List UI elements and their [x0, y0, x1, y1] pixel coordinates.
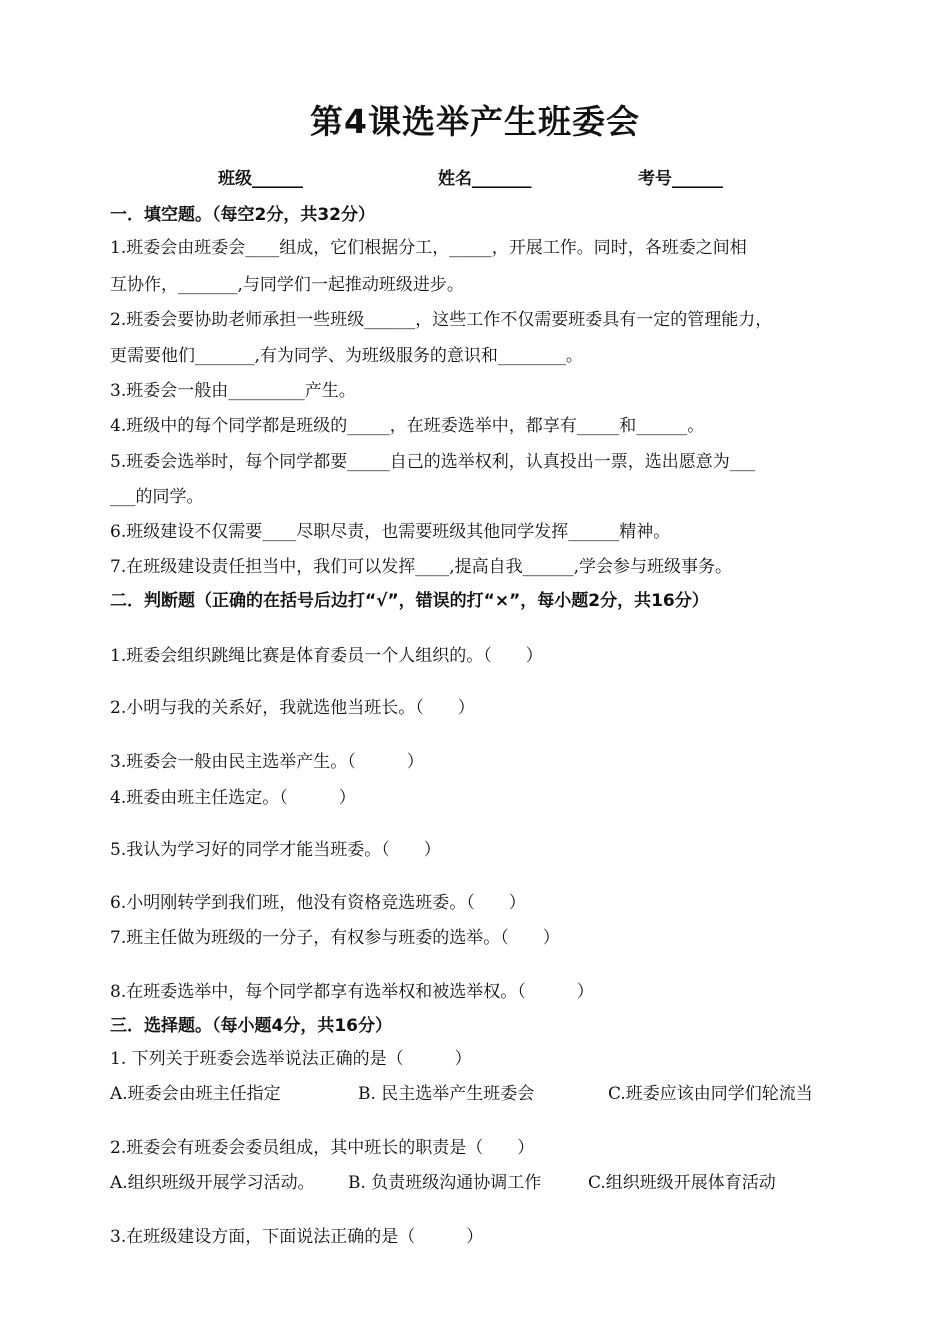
- page-title: 第4课选举产生班委会: [310, 102, 640, 141]
- judge-item: 1.班委会组织跳绳比赛是体育委员一个人组织的。（ ）: [110, 646, 543, 666]
- fill-line: ___的同学。: [110, 487, 204, 507]
- fill-line: 4.班级中的每个同学都是班级的_____，在班委选举中，都享有_____和______。: [110, 416, 705, 436]
- fill-line: 1.班委会由班委会____组成，它们根据分工，_____，开展工作。同时，各班委之间相: [110, 238, 747, 258]
- choice-option-b: B. 负责班级沟通协调工作: [348, 1173, 542, 1193]
- exam-number-field: 考号______: [638, 169, 723, 189]
- choice-option-a: A.班委会由班主任指定: [110, 1084, 281, 1104]
- choice-question: 2.班委会有班委会委员组成，其中班长的职责是（ ）: [110, 1138, 535, 1158]
- fill-line: 5.班委会选举时，每个同学都要_____自己的选举权利，认真投出一票，选出愿意为___: [110, 452, 756, 472]
- fill-line: 互协作，_______,与同学们一起推动班级进步。: [110, 275, 464, 295]
- judge-item: 2.小明与我的关系好，我就选他当班长。（ ）: [110, 698, 475, 718]
- fill-line: 更需要他们_______,有为同学、为班级服务的意识和________。: [110, 346, 583, 366]
- choice-option-b: B. 民主选举产生班委会: [358, 1084, 535, 1104]
- section3-heading: 三．选择题。（每小题4分，共16分）: [110, 1016, 392, 1036]
- judge-item: 6.小明刚转学到我们班，他没有资格竞选班委。（ ）: [110, 893, 526, 913]
- choice-question: 1. 下列关于班委会选举说法正确的是（ ）: [110, 1049, 472, 1069]
- choice-option-c: C.组织班级开展体育活动: [588, 1173, 776, 1193]
- judge-item: 7.班主任做为班级的一分子，有权参与班委的选举。（ ）: [110, 928, 560, 948]
- fill-line: 6.班级建设不仅需要____尽职尽责，也需要班级其他同学发挥______精神。: [110, 522, 671, 542]
- judge-item: 4.班委由班主任选定。（ ）: [110, 788, 356, 808]
- class-field: 班级______: [218, 169, 303, 189]
- judge-item: 5.我认为学习好的同学才能当班委。（ ）: [110, 840, 441, 860]
- fill-line: 2.班委会要协助老师承担一些班级______，这些工作不仅需要班委具有一定的管理能力，: [110, 310, 773, 330]
- section2-heading: 二．判断题（正确的在括号后边打“√”，错误的打“×”，每小题2分，共16分）: [110, 591, 709, 611]
- name-field: 姓名_______: [438, 169, 532, 189]
- fill-line: 3.班委会一般由_________产生。: [110, 381, 356, 401]
- choice-option-c: C.班委应该由同学们轮流当: [608, 1084, 813, 1104]
- section1-heading: 一．填空题。（每空2分，共32分）: [110, 205, 375, 225]
- fill-line: 7.在班级建设责任担当中，我们可以发挥____,提高自我______,学会参与班级事务。: [110, 557, 733, 577]
- judge-item: 8.在班委选举中，每个同学都享有选举权和被选举权。（ ）: [110, 982, 594, 1002]
- choice-question: 3.在班级建设方面，下面说法正确的是（ ）: [110, 1227, 484, 1247]
- choice-option-a: A.组织班级开展学习活动。: [110, 1173, 315, 1193]
- judge-item: 3.班委会一般由民主选举产生。（ ）: [110, 752, 424, 772]
